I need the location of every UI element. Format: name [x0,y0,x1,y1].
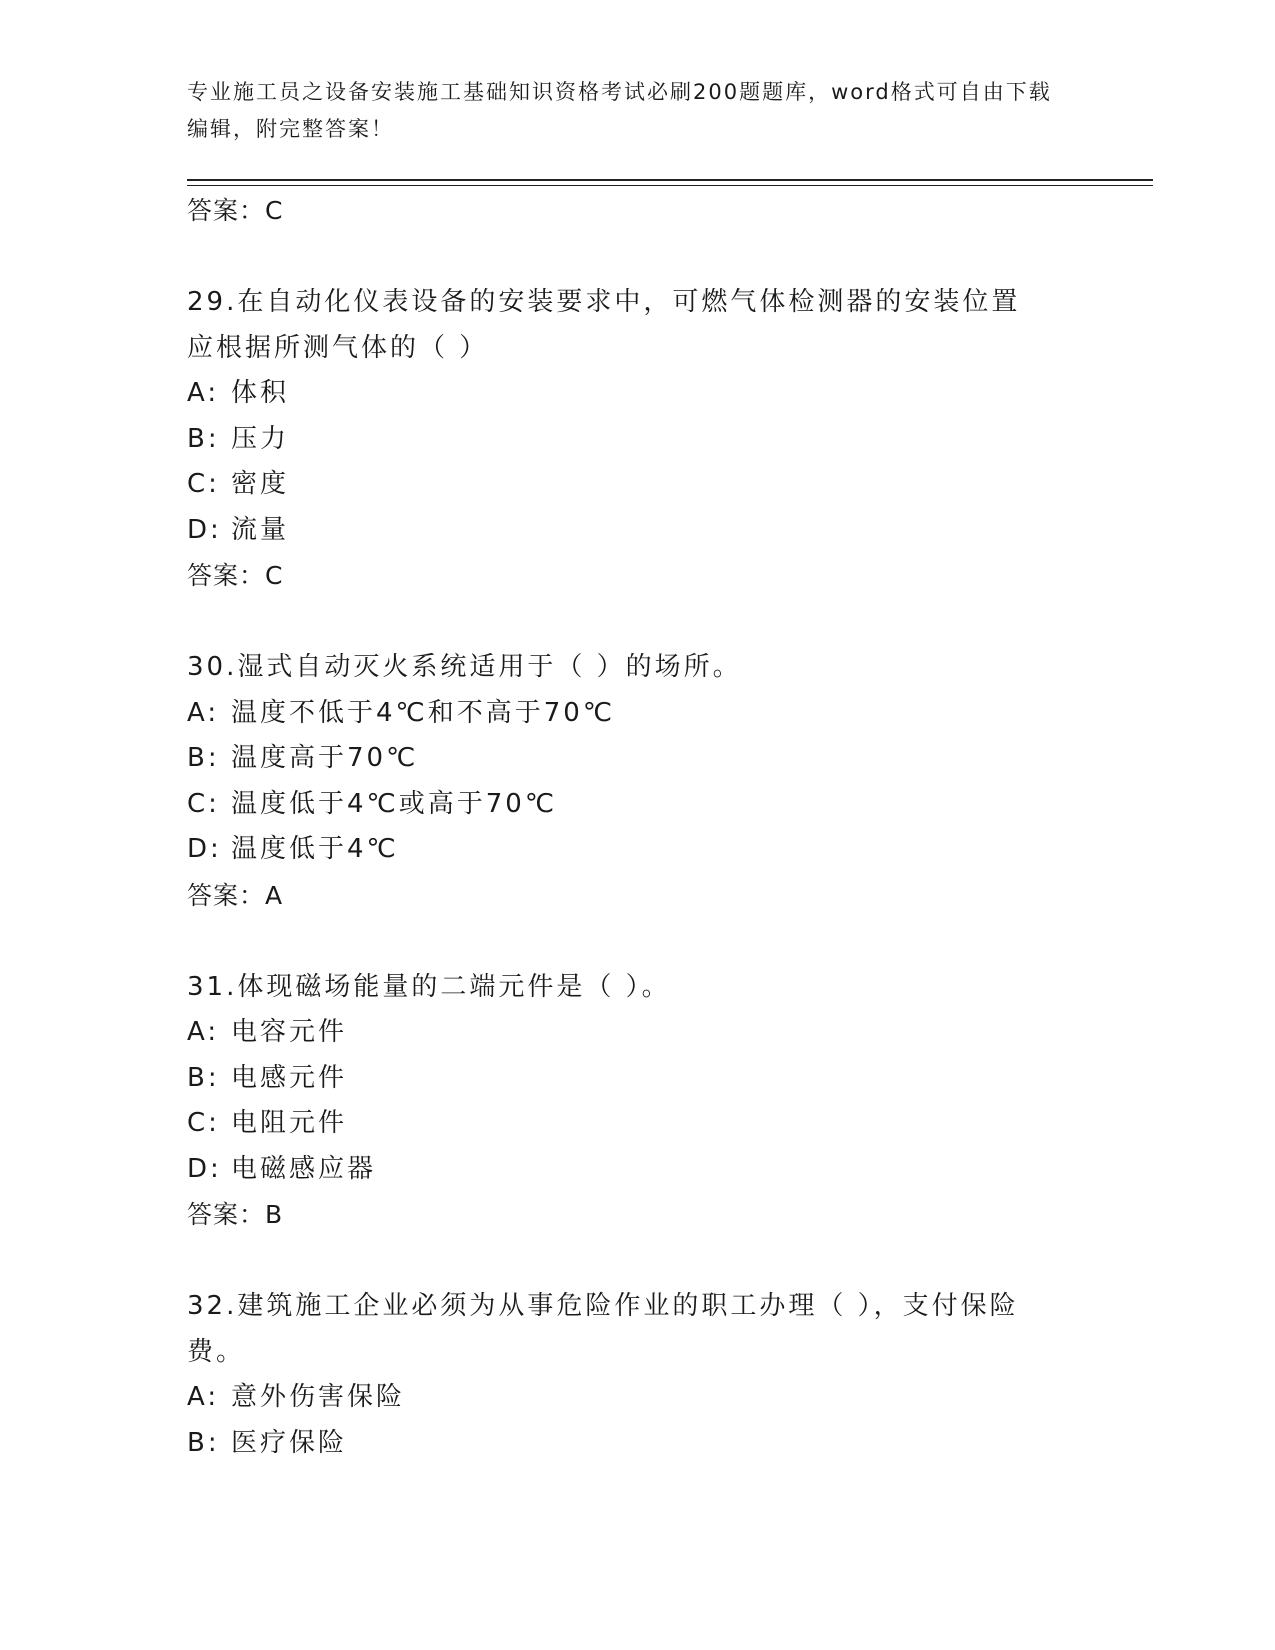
option-letter: C: [187,469,220,499]
option-text: 温度不低于4℃和不高于70℃ [231,697,616,728]
question-block [187,280,1087,599]
option-letter: C: [187,788,220,819]
answer-line: 答案：C [187,196,284,225]
answer-line: 答案：C [187,561,284,590]
header-divider [187,179,1153,181]
option-text: 电磁感应器 [231,1153,377,1184]
option-text: 流量 [231,514,290,545]
option-a [187,371,1087,417]
option-letter: B: [187,743,220,773]
question-block [187,1284,1087,1466]
option-c [187,462,1087,508]
option-text: 温度低于4℃ [231,834,399,864]
option-d [187,1147,1087,1193]
option-c [187,782,1087,828]
question-block [187,645,1087,919]
option-b [187,417,1087,463]
page-header: 专业施工员之设备安装施工基础知识资格考试必刷200题题库，word格式可自由下载编辑，附完整答案！ [187,80,1052,141]
option-text: 密度 [231,469,290,499]
option-b [187,736,1087,782]
option-letter: B: [187,423,220,454]
answer-line: 答案：A [187,880,284,910]
option-text: 体积 [231,378,290,408]
option-letter: A: [187,1382,220,1412]
option-a [187,691,1087,737]
option-letter: D: [187,1153,222,1184]
option-c [187,1101,1087,1147]
option-letter: B: [187,1427,220,1458]
option-text: 温度低于4℃或高于70℃ [231,788,558,819]
question-stem: 30.湿式自动灭火系统适用于（ ）的场所。 [187,652,742,682]
option-d [187,508,1087,554]
option-d [187,827,1087,873]
question-stem: 32.建筑施工企业必须为从事危险作业的职工办理（ ），支付保险费。 [187,1291,1019,1367]
option-letter: D: [187,834,222,864]
option-letter: D: [187,514,222,545]
option-letter: B: [187,1062,220,1093]
option-text: 电感元件 [231,1062,348,1093]
option-a [187,1010,1087,1056]
option-text: 电容元件 [231,1017,348,1047]
question-stem: 31.体现磁场能量的二端元件是（ ）。 [187,971,671,1002]
header-divider-thin [187,185,1153,186]
option-letter: A: [187,378,220,408]
option-text: 温度高于70℃ [231,743,419,773]
option-text: 意外伤害保险 [231,1382,406,1412]
option-text: 电阻元件 [231,1108,348,1138]
option-a [187,1375,1087,1421]
answer-line: 答案：B [187,1200,284,1229]
question-stem: 29.在自动化仪表设备的安装要求中，可燃气体检测器的安装位置应根据所测气体的（ ） [187,287,1021,363]
option-letter: A: [187,697,220,728]
option-text: 压力 [231,423,290,454]
document-body [187,188,1087,1466]
option-text: 医疗保险 [231,1427,348,1458]
option-b [187,1421,1087,1467]
option-letter: C: [187,1108,220,1138]
option-letter: A: [187,1017,220,1047]
question-block [187,965,1087,1239]
option-b [187,1056,1087,1102]
